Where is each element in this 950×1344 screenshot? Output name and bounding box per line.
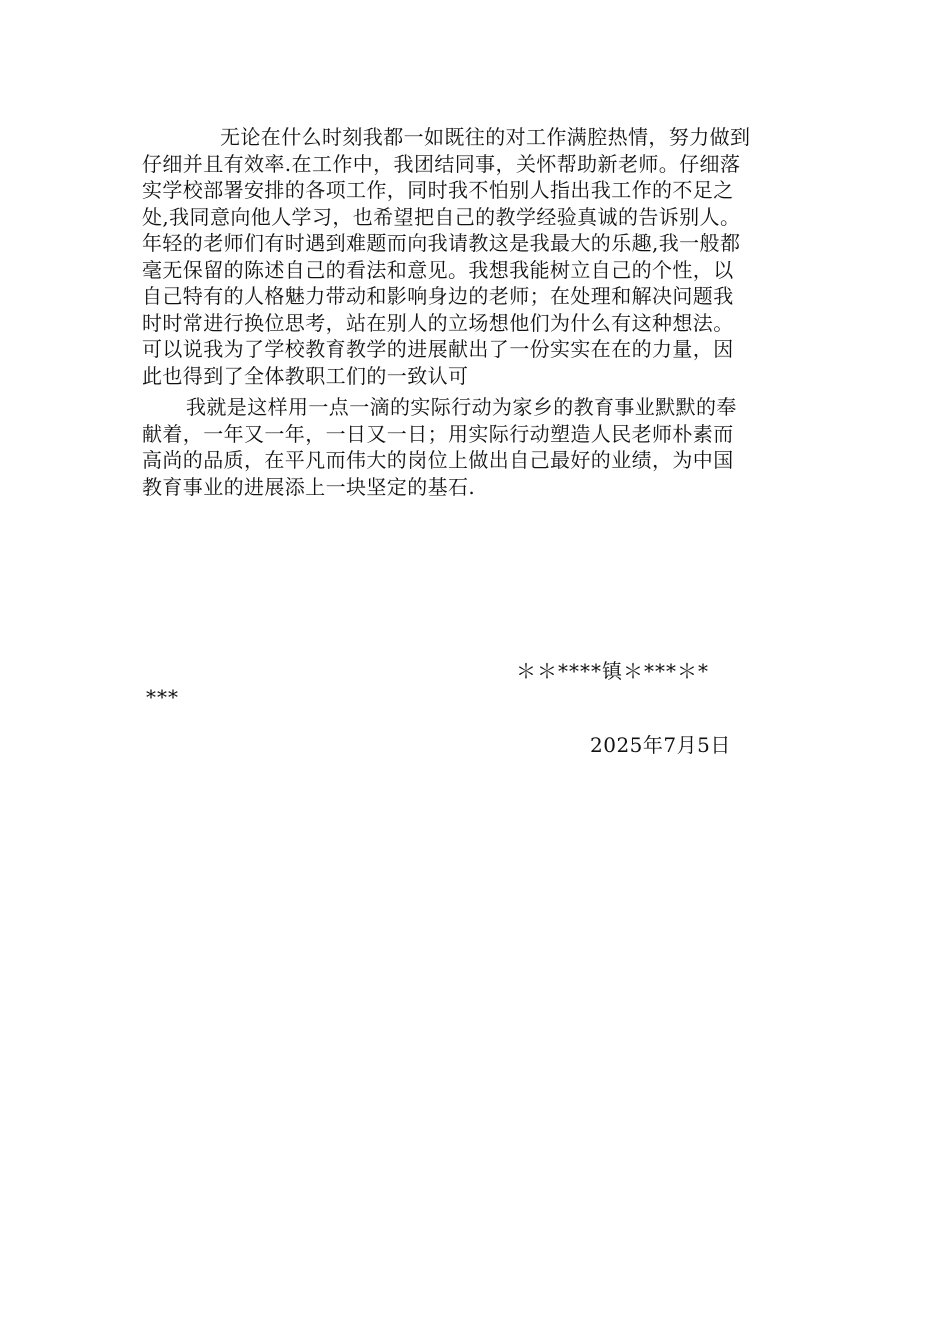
paragraph-line: 自己特有的人格魅力带动和影响身边的老师；在处理和解决问题我 [142, 284, 734, 308]
paragraph-line: 此也得到了全体教职工们的一致认可 [142, 363, 469, 388]
signature-organization-continued: *** [146, 685, 179, 709]
paragraph-line: 时时常进行换位思考，站在别人的立场想他们为什么有这种想法。 [142, 310, 734, 335]
paragraph-conclusion [142, 394, 810, 500]
paragraph-line: 教育事业的进展添上一块坚定的基石. [142, 474, 476, 499]
paragraph-line: 仔细并且有效率.在工作中，我团结同事，关怀帮助新老师。仔细落 [142, 151, 741, 176]
paragraph-work-attitude [142, 124, 810, 389]
paragraph-line: 年轻的老师们有时遇到难题而向我请教这是我最大的乐趣,我一般都 [142, 231, 741, 255]
paragraph-line: 高尚的品质，在平凡而伟大的岗位上做出自己最好的业绩，为中国 [142, 448, 734, 472]
paragraph-line: 无论在什么时刻我都一如既往的对工作满腔热情，努力做到 [220, 125, 751, 149]
signature-organization: ＊＊****镇＊***＊* [516, 659, 709, 683]
paragraph-line: 献着，一年又一年，一日又一日；用实际行动塑造人民老师朴素而 [142, 421, 734, 446]
paragraph-line: 处,我同意向他人学习，也希望把自己的教学经验真诚的告诉别人。 [142, 204, 741, 229]
paragraph-line: 实学校部署安排的各项工作，同时我不怕别人指出我工作的不足之 [142, 178, 734, 202]
signature-date: 2025年7月5日 [590, 733, 731, 757]
paragraph-line: 我就是这样用一点一滴的实际行动为家乡的教育事业默默的奉 [186, 395, 737, 419]
paragraph-line: 可以说我为了学校教育教学的进展献出了一份实实在在的力量，因 [142, 337, 734, 361]
paragraph-line: 毫无保留的陈述自己的看法和意见。我想我能树立自己的个性，以 [142, 257, 734, 282]
